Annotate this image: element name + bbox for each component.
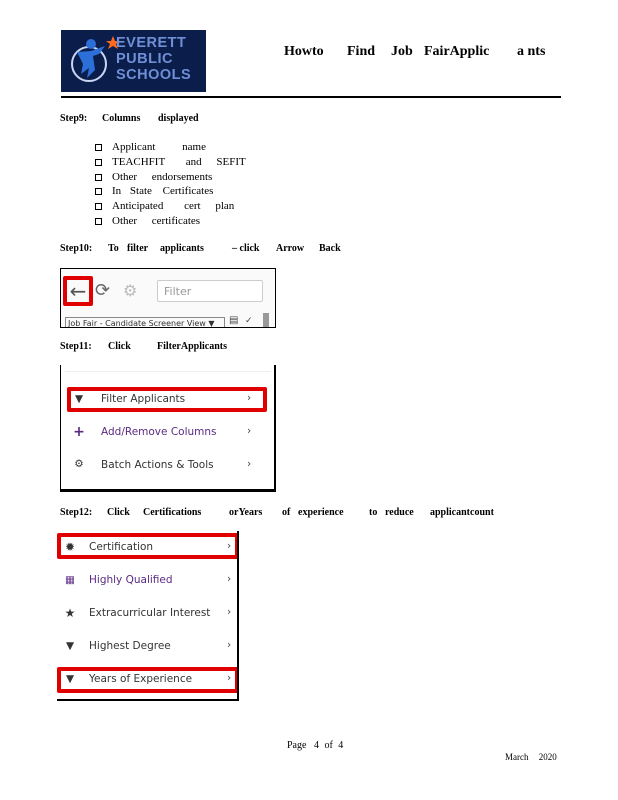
chevron-right-icon: › bbox=[227, 672, 232, 684]
chevron-right-icon: › bbox=[247, 392, 252, 404]
title-word: Job bbox=[391, 44, 413, 59]
menu-item-years-of-experience[interactable]: ▼ Years of Experience › bbox=[57, 665, 237, 697]
menu-item-add-remove-columns[interactable]: + Add/Remove Columns › bbox=[61, 417, 274, 449]
toolbar-screenshot bbox=[60, 268, 276, 328]
seal-icon: ✹ bbox=[64, 540, 76, 554]
list-item: In State Certificates bbox=[95, 185, 213, 197]
filter-icon: ▼ bbox=[74, 393, 84, 405]
step10-word: To bbox=[108, 243, 119, 254]
filter-input[interactable]: Filter bbox=[157, 280, 263, 302]
gear-icon[interactable]: ⚙ bbox=[123, 281, 138, 300]
list-item: Other endorsements bbox=[95, 171, 212, 183]
list-item: Applicant name bbox=[95, 141, 206, 153]
list-item: Anticipated cert plan bbox=[95, 200, 234, 212]
step12-word: reduce bbox=[385, 507, 414, 518]
step11-label: Step11: bbox=[60, 341, 92, 352]
plus-icon: + bbox=[73, 424, 85, 440]
bullet-icon bbox=[95, 218, 102, 225]
title-word: Find bbox=[347, 44, 376, 59]
step10-label: Step10: bbox=[60, 243, 93, 254]
step9-label: Step9: bbox=[60, 113, 88, 124]
header-rule bbox=[61, 96, 561, 98]
menu-top-edge bbox=[65, 365, 271, 372]
arrow-back-icon[interactable]: ← bbox=[69, 279, 87, 303]
filter-menu-screenshot bbox=[60, 365, 276, 492]
step10-word: filter bbox=[127, 243, 149, 254]
chevron-right-icon: › bbox=[227, 540, 232, 552]
star-icon: ★ bbox=[64, 606, 76, 620]
title-word: Howto bbox=[284, 44, 324, 59]
menu-item-certification[interactable]: ✹ Certification › bbox=[57, 533, 237, 565]
menu-item-extracurricular-interest[interactable]: ★ Extracurricular Interest › bbox=[57, 599, 237, 631]
footer-date: March 2020 bbox=[505, 752, 557, 762]
step12-word: applicantcount bbox=[430, 507, 494, 518]
filter-icon: ▼ bbox=[65, 673, 75, 685]
view-select[interactable]: Job Fair - Candidate Screener View ▼ bbox=[65, 317, 225, 328]
menu-item-batch-actions[interactable]: ⚙ Batch Actions & Tools › bbox=[61, 450, 274, 482]
list-item: TEACHFIT and SEFIT bbox=[95, 156, 246, 168]
certification-highlight bbox=[57, 533, 239, 559]
chevron-right-icon: › bbox=[247, 425, 252, 437]
step12-word: Certifications bbox=[143, 507, 202, 518]
list-item: Other certificates bbox=[95, 215, 200, 227]
logo-line-3: SCHOOLS bbox=[116, 67, 192, 83]
menu-item-filter-applicants[interactable]: ▼ Filter Applicants › bbox=[61, 384, 274, 416]
refresh-icon[interactable]: ⟳ bbox=[95, 280, 111, 301]
menu-item-highly-qualified[interactable]: ▦ Highly Qualified › bbox=[57, 566, 237, 598]
chevron-down-icon[interactable]: ✓ bbox=[245, 316, 253, 326]
book-icon: ▦ bbox=[65, 574, 75, 586]
bullet-icon bbox=[95, 159, 102, 166]
page-number: Page 4 of 4 bbox=[287, 740, 344, 751]
chevron-right-icon: › bbox=[227, 639, 232, 651]
arrow-back-highlight bbox=[63, 276, 93, 306]
step11-word: Click bbox=[108, 341, 131, 352]
chevron-right-icon: › bbox=[247, 458, 252, 470]
chevron-right-icon: › bbox=[227, 606, 232, 618]
step9-word: Columns bbox=[102, 113, 141, 124]
logo-figure-icon bbox=[61, 30, 121, 92]
logo-line-1: EVERETT bbox=[116, 35, 187, 51]
filter-icon: ▼ bbox=[65, 640, 75, 652]
gear-icon: ⚙ bbox=[74, 458, 84, 470]
step12-word: to bbox=[369, 507, 378, 518]
menu-item-highest-degree[interactable]: ▼ Highest Degree › bbox=[57, 632, 237, 664]
filter-applicants-highlight bbox=[67, 387, 267, 412]
step12-word: experience bbox=[298, 507, 344, 518]
step9-word: displayed bbox=[158, 113, 199, 124]
chevron-right-icon: › bbox=[227, 573, 232, 585]
everett-public-schools-logo bbox=[61, 30, 206, 92]
bullet-icon bbox=[95, 144, 102, 151]
bullet-icon bbox=[95, 174, 102, 181]
step10-word: Back bbox=[319, 243, 341, 254]
bottom-border bbox=[61, 489, 276, 491]
scrollbar[interactable] bbox=[263, 313, 269, 327]
step10-word: – click bbox=[232, 243, 260, 254]
bullet-icon bbox=[95, 203, 102, 210]
step12-word: of bbox=[282, 507, 291, 518]
step12-label: Step12: bbox=[60, 507, 93, 518]
step11-word: FilterApplicants bbox=[157, 341, 227, 352]
step10-word: Arrow bbox=[276, 243, 305, 254]
years-of-experience-highlight bbox=[57, 667, 239, 693]
step12-word: orYears bbox=[229, 507, 263, 518]
calendar-icon[interactable]: ▤ bbox=[229, 315, 239, 326]
title-word: FairApplic bbox=[424, 44, 490, 59]
step10-word: applicants bbox=[160, 243, 204, 254]
title-word: a nts bbox=[517, 44, 546, 59]
step12-word: Click bbox=[107, 507, 130, 518]
criteria-menu-screenshot bbox=[57, 531, 239, 701]
logo-line-2: PUBLIC bbox=[116, 51, 173, 67]
bullet-icon bbox=[95, 188, 102, 195]
